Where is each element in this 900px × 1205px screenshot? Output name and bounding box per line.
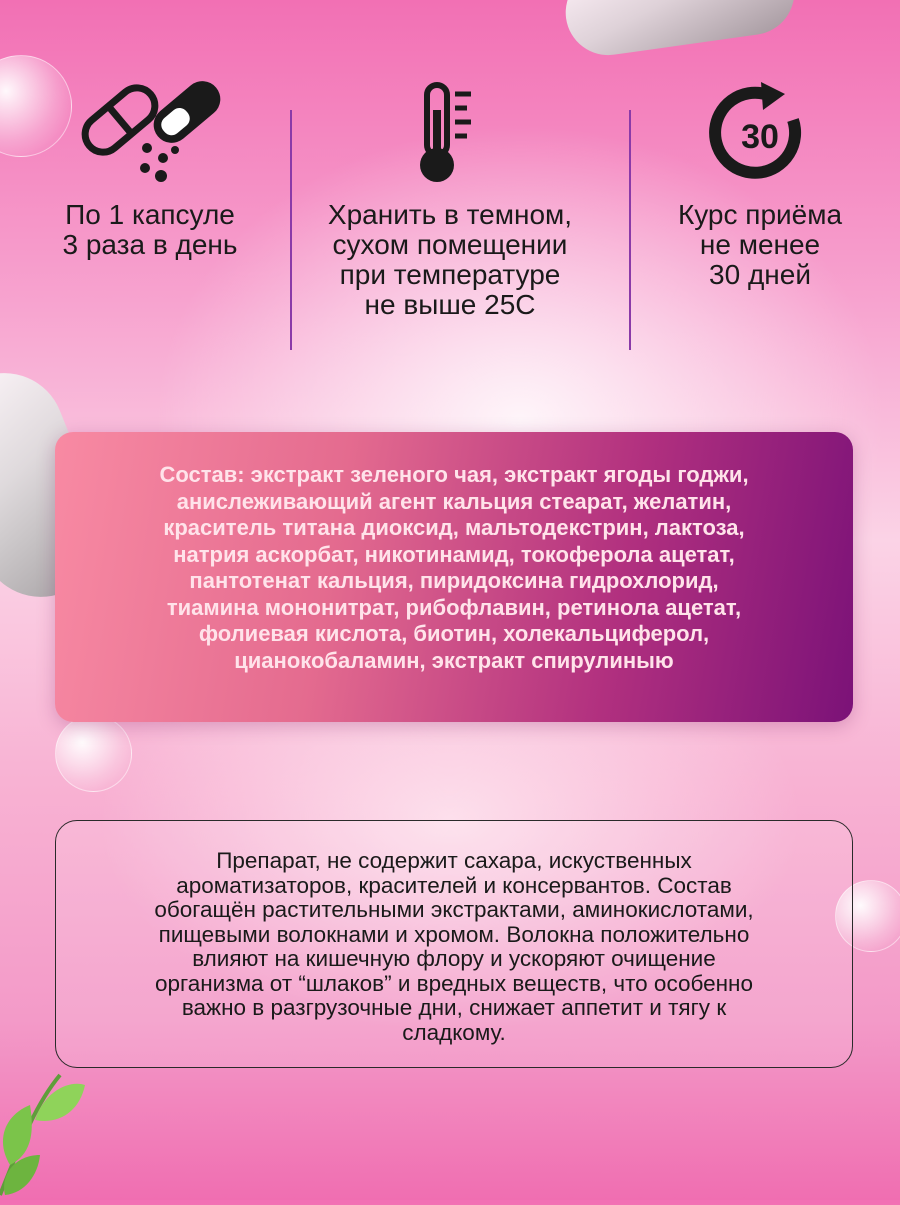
dosage-text: По 1 капсуле 3 раза в день bbox=[62, 199, 238, 260]
course-text: Курс приёма не менее 30 дней bbox=[677, 199, 843, 290]
storage-column bbox=[315, 80, 585, 320]
storage-text: Хранить в темном, сухом помещении при температуре не выше 25С bbox=[327, 199, 573, 320]
decorative-bubble-mid-left bbox=[55, 715, 132, 792]
composition-text: Состав: экстракт зеленого чая, экстракт ягоды годжи, анислеживающий агент кальция стеарат, желатин, краситель титана диоксид, мальтодекстрин, лактоза, натрия аскорбат, никотинамид, токоферола ацетат, пантотенат кальция, пиридоксина гидрохлорид, тиамина мононитрат, рибофлавин, ретинола ацетат, фолиевая кислота, биотин, холекальциферол, цианокобаламин, экстракт спирулиныю bbox=[159, 462, 749, 673]
leaves-decoration bbox=[0, 1045, 90, 1205]
thirty-day-cycle-icon bbox=[705, 80, 815, 190]
course-column bbox=[625, 80, 895, 290]
decorative-capsule-top-right bbox=[560, 0, 800, 61]
description-box bbox=[55, 820, 853, 1068]
usage-info-row bbox=[0, 80, 900, 370]
description-text: Препарат, не содержит сахара, искуственных ароматизаторов, красителей и консервантов. Состав обогащён растительными экстрактами, аминокислотами, пищевыми волокнами и хромом. Волокна положительно влияют на кишечную флору и ускоряют очищение организма от “шлаков” и вредных веществ, что особенно важно в разгрузочные дни, снижает аппетит и тягу к сладкому. bbox=[154, 848, 754, 1045]
capsule-icon bbox=[75, 80, 225, 190]
divider-left bbox=[290, 110, 292, 350]
composition-box bbox=[55, 432, 853, 722]
thirty-icon-label: 30 bbox=[741, 118, 779, 156]
thermometer-icon bbox=[415, 80, 485, 190]
dosage-column bbox=[15, 80, 285, 260]
